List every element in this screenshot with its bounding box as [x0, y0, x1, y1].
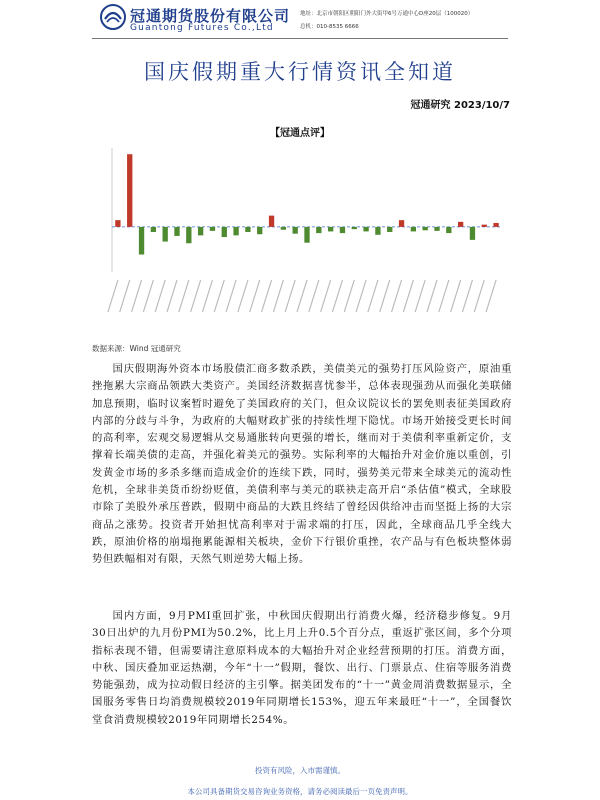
header-divider: [92, 38, 508, 39]
x-tick-label: [262, 280, 272, 312]
chart-bar: [458, 222, 463, 227]
x-tick-label: [191, 280, 201, 312]
chart-bar: [174, 227, 179, 236]
x-tick-label: [285, 280, 295, 312]
x-tick-label: [155, 280, 165, 312]
chart-bar: [163, 227, 168, 242]
x-tick-label: [238, 280, 248, 312]
x-tick-label: [439, 280, 449, 312]
risk-disclaimer: 投资有风险，入市需谨慎。: [255, 766, 345, 775]
x-tick-label: [250, 280, 260, 312]
chart-bar: [352, 227, 357, 229]
chart-bar: [363, 227, 368, 232]
x-tick-label: [486, 280, 496, 312]
chart-bar: [281, 227, 286, 230]
chart-bar: [493, 223, 498, 227]
chart-bar: [233, 227, 238, 235]
chart-bar: [151, 227, 156, 232]
company-logo-icon: [100, 4, 126, 30]
x-tick-label: [427, 280, 437, 312]
x-tick-label: [108, 280, 118, 312]
x-tick-label: [392, 280, 402, 312]
chart-bar: [482, 225, 487, 227]
chart-bar: [340, 227, 345, 233]
x-tick-label: [273, 280, 283, 312]
chart-bar: [423, 227, 428, 230]
x-tick-label: [179, 280, 189, 312]
x-tick-label: [415, 280, 425, 312]
x-tick-label: [462, 280, 472, 312]
x-tick-label: [451, 280, 461, 312]
x-tick-label: [297, 280, 307, 312]
chart-bar: [139, 227, 144, 255]
chart-bar: [127, 154, 132, 227]
company-name-cn: 冠通期货股份有限公司: [130, 7, 291, 25]
license-disclaimer: 本公司具备期货交易咨询业务资格，请务必阅读最后一页免责声明。: [187, 787, 413, 796]
company-address: 地址：北京市朝阳区朝阳门外大街甲6号万通中心D座20层（100020）: [300, 11, 474, 17]
x-tick-label: [120, 280, 130, 312]
chart-bar: [198, 227, 203, 235]
company-phone: 总机：010-8535 6666: [300, 24, 359, 30]
chart-bar: [222, 227, 227, 237]
x-tick-label: [226, 280, 236, 312]
asset-performance-chart: [92, 140, 510, 336]
section-title: 【冠通点评】: [270, 128, 330, 139]
chart-bar: [446, 227, 451, 233]
report-byline: 冠通研究 2023/10/7: [410, 100, 510, 111]
x-tick-label: [332, 280, 342, 312]
chart-bar: [434, 227, 439, 231]
chart-bar: [210, 227, 215, 231]
x-tick-label: [143, 280, 153, 312]
body-paragraph-overseas: 国庆假期海外资本市场股债汇商多数杀跌，美债美元的强势打压风险资产，原油重挫拖累大宗商品领跌大类资产。美国经济数据喜忧参半，总体表现强劲从而强化美联储加息预期，临时议案暂时避免了美国政府的关门，但众议院议长的罢免则表征美国政府内部的分歧与斗争，为政府的大幅财政扩张的持续性埋下隐忧。市场开始接受更长时间的高利率，宏观交易逻辑从交易通胀转向更强的增长，继而对于美债利率重新定价，支撑着长端美债的走高，并强化着美元的强势。实际利率的大幅抬升对金价施以重创，引发黄金市场的多杀多继而造成金价的连续下跌，同时，强势美元带来全球美元的流动性危机，全球非美货币纷纷贬值，美债利率与美元的联袂走高开启“杀估值”模式，全球股市除了美股外承压普跌，假期中商品的大跌且终结了曾经因供给冲击而坚挺上扬的大宗商品之涨势。投资者开始担忧高利率对于需求端的打压，因此，全球商品几乎全线大跌，原油价格的崩塌拖累能源相关板块，金价下行银价重挫，农产品与有色板块整体弱势但跌幅相对有限，天然气则逆势大幅上扬。: [92, 363, 512, 566]
chart-bar: [115, 220, 120, 227]
chart-bar: [316, 227, 321, 233]
x-tick-label: [368, 280, 378, 312]
chart-bar: [328, 227, 333, 232]
chart-bar: [186, 227, 191, 243]
x-tick-label: [167, 280, 177, 312]
body-paragraph-domestic: 国内方面，9月PMI重回扩张，中秋国庆假期出行消费火爆，经济稳步修复。9月30日出炉的九月份PMI为50.2%，比上月上升0.5个百分点，重返扩张区间，多个分项指标表现不错，但需要请注意原料成本的大幅抬升对企业经营预期的打压。消费方面，中秋、国庆叠加亚运热潮，今年“十一”假期，餐饮、出行、门票景点、住宿等服务消费势能强劲，成为拉动假日经济的主引擎。据美团发布的“十一”黄金周消费数据显示，全国服务零售日均消费规模较2019年同期增长153%，迎五年来最旺“十一”，全国餐饮堂食消费规模较2019年同期增长254%。: [92, 610, 512, 726]
chart-bar: [257, 227, 262, 234]
x-tick-label: [309, 280, 319, 312]
x-tick-label: [474, 280, 484, 312]
x-tick-label: [321, 280, 331, 312]
report-title: 国庆假期重大行情资讯全知道: [144, 60, 456, 84]
x-tick-label: [214, 280, 224, 312]
chart-bar: [399, 220, 404, 227]
company-name-en: Guantong Futures Co.,Ltd: [130, 23, 274, 33]
x-tick-label: [344, 280, 354, 312]
chart-bar: [245, 227, 250, 232]
chart-bar: [269, 216, 274, 227]
chart-bar: [304, 227, 309, 243]
letterhead: [0, 0, 600, 44]
x-tick-label: [356, 280, 366, 312]
x-tick-label: [132, 280, 142, 312]
x-tick-label: [380, 280, 390, 312]
chart-bar: [293, 227, 298, 234]
x-tick-label: [403, 280, 413, 312]
chart-source-note: 数据来源：Wind 冠通研究: [92, 344, 181, 353]
chart-bar: [470, 227, 475, 240]
chart-bar: [375, 227, 380, 235]
chart-bar: [411, 227, 416, 232]
chart-bar: [387, 227, 392, 232]
x-tick-label: [202, 280, 212, 312]
